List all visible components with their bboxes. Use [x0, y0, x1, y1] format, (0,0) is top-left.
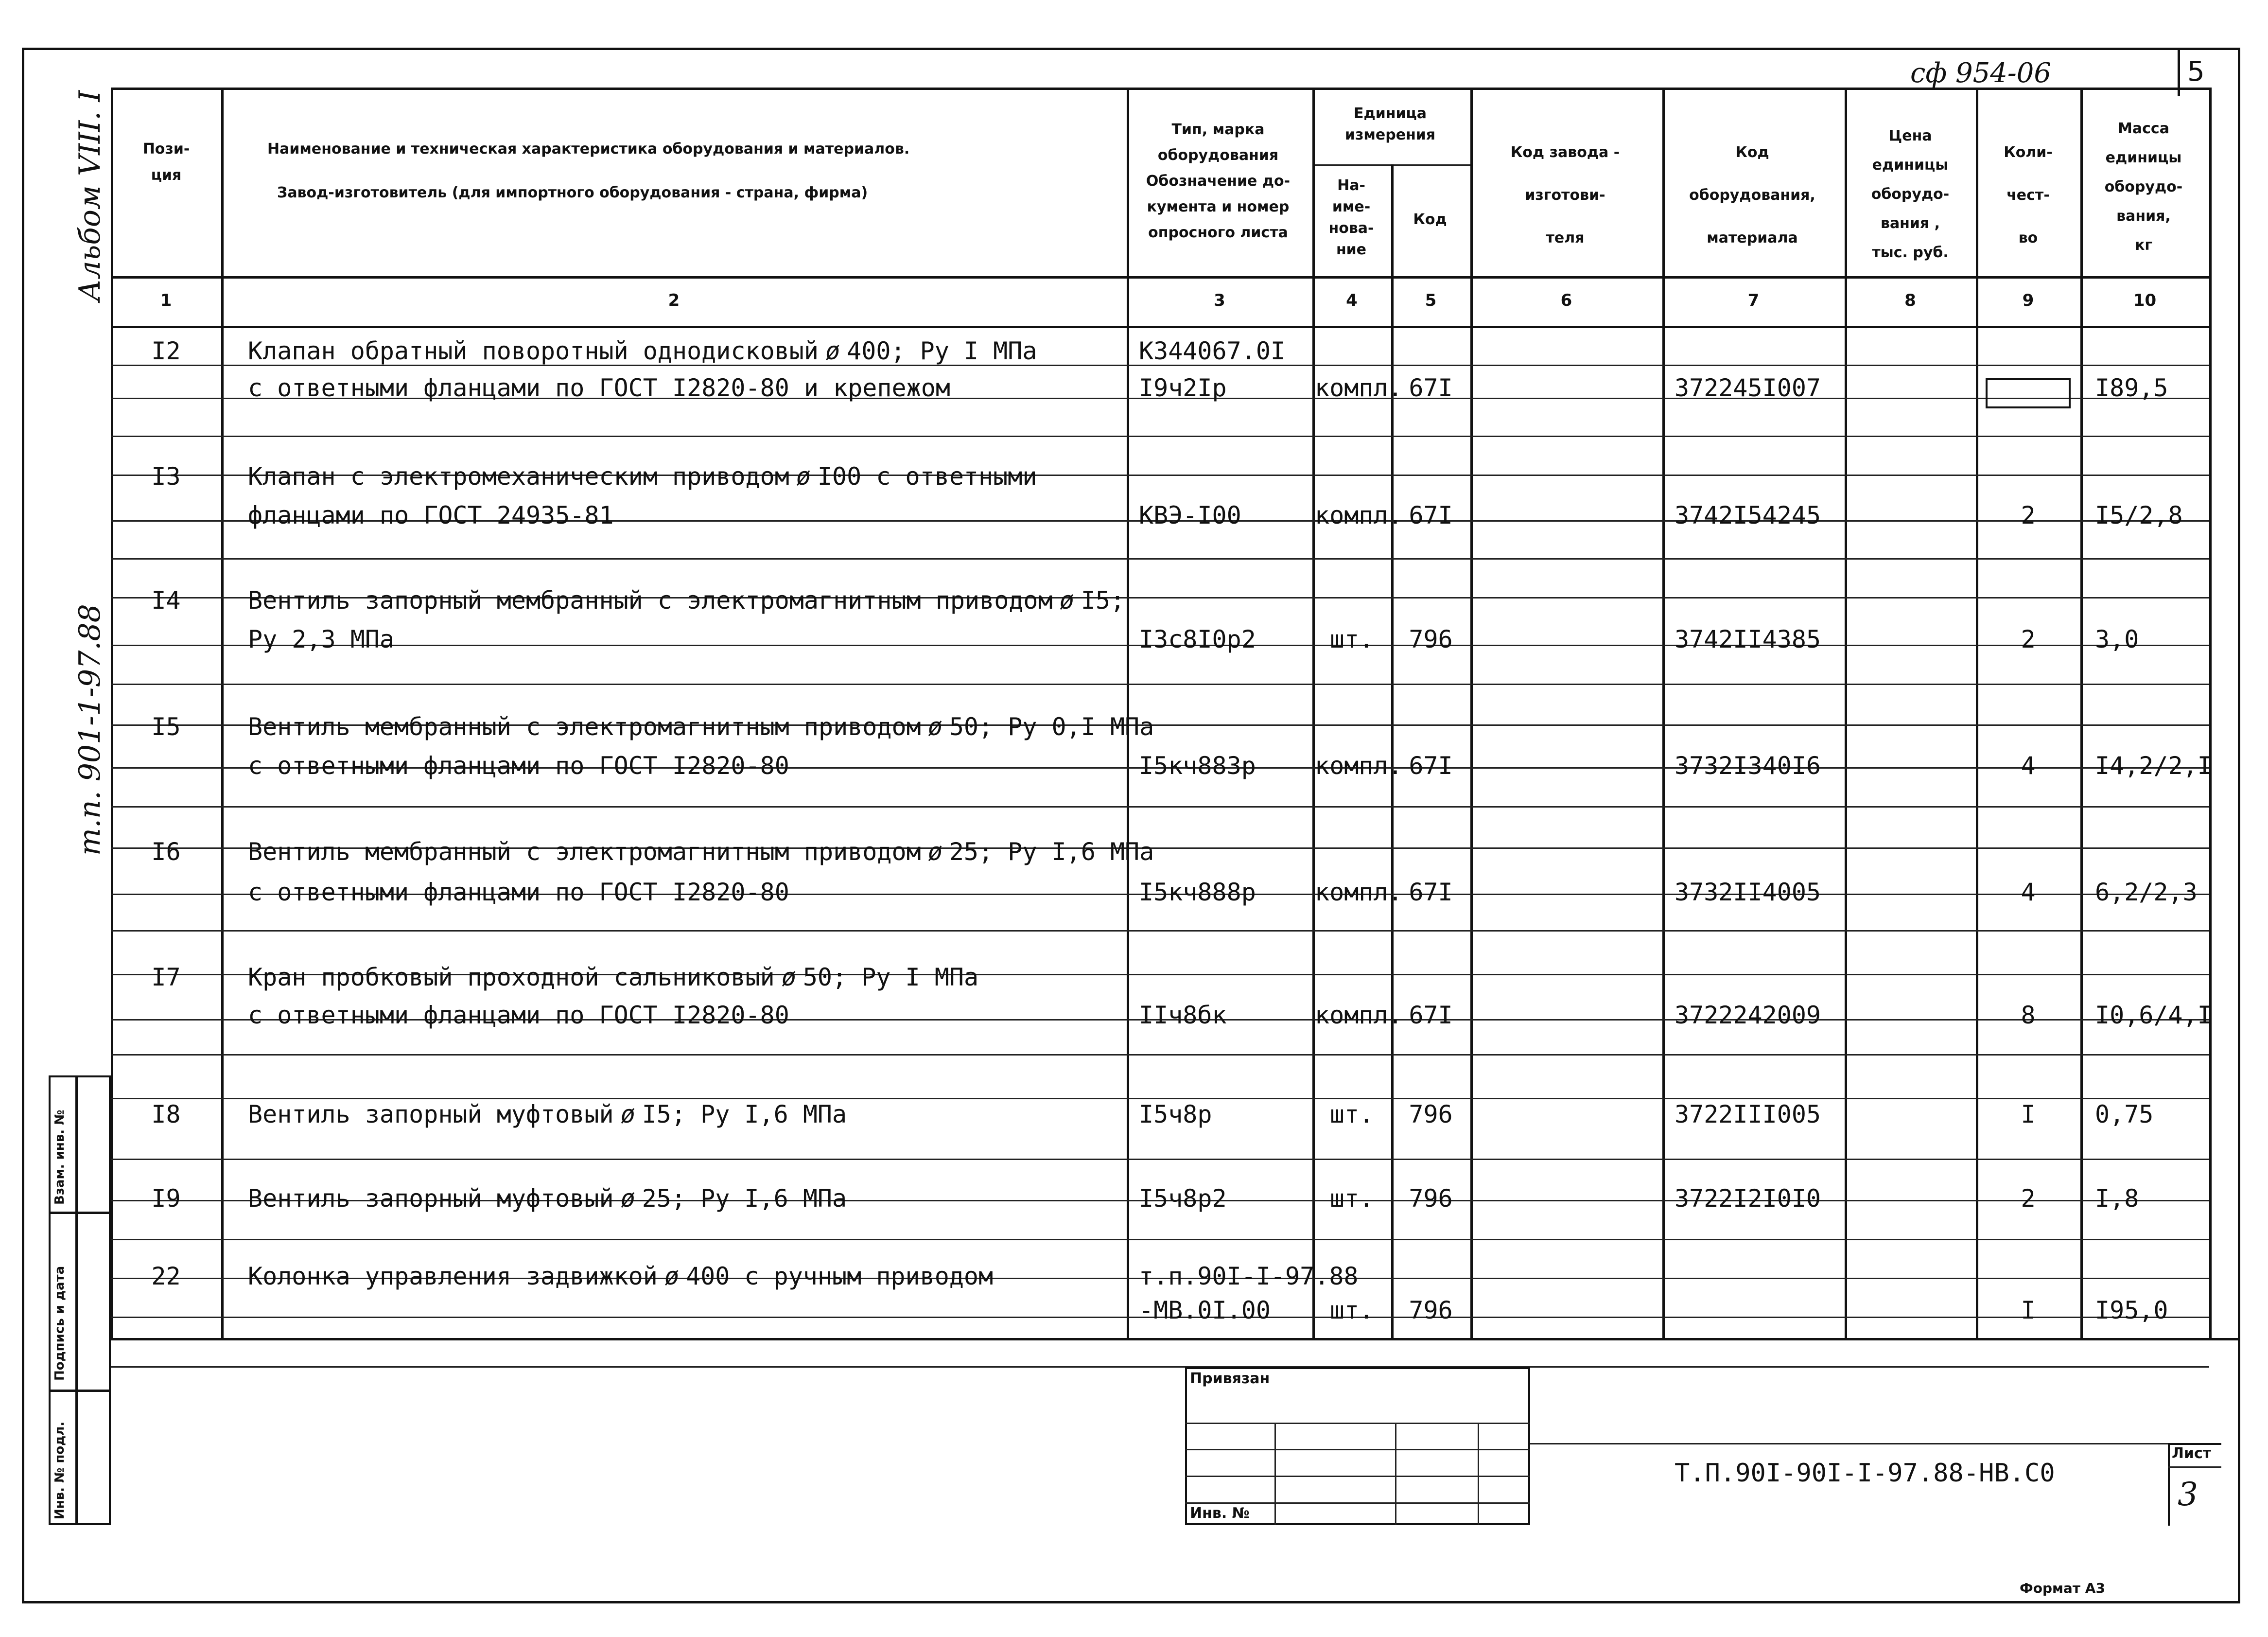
- header-unit-code: Код: [1413, 211, 1447, 228]
- row-position: 22: [151, 1262, 181, 1290]
- row-position: I7: [151, 963, 181, 991]
- diameter-symbol: ø: [825, 337, 840, 365]
- row-mass: I95,0: [2095, 1296, 2168, 1324]
- row-mass: I89,5: [2095, 374, 2168, 402]
- side-vzam: Взам. инв. №: [52, 1109, 67, 1205]
- header-unit: Единица измерения: [1344, 105, 1436, 143]
- row-unit-code: 67I: [1409, 501, 1453, 529]
- side-panel-divider: [75, 1075, 78, 1525]
- row-name-line2: с ответными фланцами по ГОСТ I2820-80 и крепежом: [248, 374, 950, 402]
- diameter-symbol: ø: [664, 1262, 679, 1290]
- side-inv-podl: Инв. № подл.: [52, 1421, 67, 1519]
- row-line: [111, 1054, 2209, 1056]
- diameter-symbol: ø: [796, 462, 811, 491]
- row-type-line1: I5ч8р: [1139, 1100, 1212, 1128]
- row-unit-name: компл.: [1315, 752, 1403, 780]
- row-type-line2: I5кч888р: [1139, 878, 1256, 906]
- row-unit-name: шт.: [1329, 1296, 1374, 1324]
- column-line: [1976, 88, 1978, 1338]
- diameter-symbol: ø: [620, 1184, 635, 1213]
- row-name-line1: Клапан обратный поворотный однодисковый ø 400; Ру I МПа: [248, 337, 1037, 365]
- column-number: 7: [1747, 291, 1760, 310]
- row-mass: I4,2/2,I: [2095, 752, 2212, 780]
- row-name-line2: с ответными фланцами по ГОСТ I2820-80: [248, 752, 789, 780]
- row-name-line1: Клапан с электромеханическим приводом ø I00 с ответными: [248, 462, 1037, 491]
- column-number: 6: [1560, 291, 1572, 310]
- row-line: [111, 1159, 2209, 1160]
- row-quantity: 2: [2021, 1184, 2036, 1213]
- row-unit-name: компл.: [1315, 878, 1403, 906]
- stamp-col-line: [1274, 1423, 1276, 1525]
- title-block-top: [1530, 1443, 2209, 1444]
- row-type-line1: I5ч8р2: [1139, 1184, 1227, 1213]
- stamp-col-line: [1395, 1423, 1396, 1525]
- row-unit-name: шт.: [1329, 1184, 1374, 1213]
- header-mass: Масса единицы оборудо- вания, кг: [2104, 120, 2183, 254]
- row-name-line1: Вентиль запорный мембранный с электромагнитным приводом ø I5;: [248, 586, 1125, 615]
- row-material-code: 3722I2I0I0: [1675, 1184, 1821, 1213]
- row-type-line2: I9ч2Iр: [1139, 374, 1227, 402]
- column-line: [1845, 88, 1847, 1338]
- row-name-line1: Колонка управления задвижкой ø 400 с ручным приводом: [248, 1262, 994, 1290]
- row-material-code: 3732I340I6: [1675, 752, 1821, 780]
- row-quantity: 2: [2021, 501, 2036, 529]
- row-type-line2: -МВ.0I.00: [1139, 1296, 1271, 1324]
- diameter-symbol: ø: [1059, 586, 1074, 615]
- header-name: Наименование и техническая характеристика оборудования и материалов. Завод-изготовитель (для импортного оборудования - страна, фирма): [267, 141, 910, 201]
- side-podpis: Подпись и дата: [52, 1266, 67, 1381]
- row-type-line1: т.п.90I-I-97.88: [1139, 1262, 1359, 1290]
- row-quantity: I: [2021, 1296, 2036, 1324]
- row-line: [111, 806, 2209, 808]
- row-unit-code: 796: [1409, 1296, 1453, 1324]
- stamp-inv-no: Инв. №: [1190, 1505, 1250, 1522]
- row-position: I8: [151, 1100, 181, 1128]
- row-unit-code: 67I: [1409, 752, 1453, 780]
- row-material-code: 372245I007: [1675, 374, 1821, 402]
- row-position: I9: [151, 1184, 181, 1213]
- column-number: 9: [2022, 291, 2034, 310]
- row-mass: I,8: [2095, 1184, 2139, 1213]
- album-label: Альбом VIII. I: [73, 90, 107, 301]
- row-material-code: 3732II4005: [1675, 878, 1821, 906]
- row-name-line1: Кран пробковый проходной сальниковый ø 50; Ру I МПа: [248, 963, 979, 991]
- row-unit-name: шт.: [1329, 1100, 1374, 1128]
- row-unit-code: 67I: [1409, 1001, 1453, 1029]
- list-divider: [2168, 1466, 2221, 1468]
- row-mass: 6,2/2,3: [2095, 878, 2198, 906]
- row-name-line2: с ответными фланцами по ГОСТ I2820-80: [248, 1001, 789, 1029]
- row-position: I5: [151, 713, 181, 741]
- list-label: Лист: [2172, 1445, 2212, 1462]
- row-quantity: 4: [2021, 752, 2036, 780]
- row-name-line1: Вентиль мембранный с электромагнитным приводом ø 25; Ру I,6 МПа: [248, 838, 1154, 866]
- row-name-line1: Вентиль запорный муфтовый ø 25; Ру I,6 МПа: [248, 1184, 847, 1213]
- corner-page-number: 5: [2187, 56, 2205, 88]
- table-top-border: [111, 88, 2209, 90]
- row-material-code: 3742II4385: [1675, 625, 1821, 653]
- sheet-code: сф 954-06: [1910, 57, 2052, 89]
- row-line: [111, 1098, 2209, 1099]
- row-type-line2: I3с8I0р2: [1139, 625, 1256, 653]
- row-mass: 3,0: [2095, 625, 2139, 653]
- column-number: 4: [1346, 291, 1358, 310]
- row-type-line2: КВЭ-I00: [1139, 501, 1241, 529]
- column-number: 5: [1425, 291, 1437, 310]
- row-line: [111, 684, 2209, 685]
- row-position: I3: [151, 462, 181, 491]
- header-unit-name: На- име- нова- ние: [1328, 177, 1374, 258]
- row-quantity: 2: [2021, 625, 2036, 653]
- header-material-code: Код оборудования, материала: [1689, 144, 1815, 246]
- column-line: [1662, 88, 1665, 1338]
- column-number: 1: [160, 291, 172, 310]
- column-number: 2: [668, 291, 680, 310]
- row-name-line1: Вентиль запорный муфтовый ø I5; Ру I,6 МПа: [248, 1100, 847, 1128]
- row-unit-name: компл.: [1315, 1001, 1403, 1029]
- stamp-privyazan: Привязан: [1190, 1370, 1270, 1387]
- row-mass: I5/2,8: [2095, 501, 2183, 529]
- header-factory-code: Код завода - изготови- теля: [1510, 144, 1620, 246]
- header-bottom-border: [111, 276, 2209, 279]
- row-quantity: I: [2021, 1100, 2036, 1128]
- column-number: 10: [2133, 291, 2157, 310]
- header-type: Тип, марка оборудования Обозначение до- кумента и номер опросного листа: [1146, 121, 1291, 241]
- row-name-line2: с ответными фланцами по ГОСТ I2820-80: [248, 878, 789, 906]
- table-bottom-border: [111, 1338, 2240, 1340]
- header-quantity: Коли- чест- во: [2004, 144, 2053, 246]
- sheet-frame: [22, 48, 2240, 1603]
- row-unit-code: 67I: [1409, 374, 1453, 402]
- row-unit-name: компл.: [1315, 501, 1403, 529]
- row-unit-code: 796: [1409, 1184, 1453, 1213]
- row-name-line2: фланцами по ГОСТ 24935-81: [248, 501, 614, 529]
- numbers-bottom-border: [111, 326, 2209, 328]
- row-line: [111, 558, 2209, 560]
- row-mass: I0,6/4,I: [2095, 1001, 2212, 1029]
- side-panel-sep-2: [49, 1390, 111, 1392]
- row-quantity: 8: [2021, 1001, 2036, 1029]
- row-name-line1: Вентиль мембранный с электромагнитным приводом ø 50; Ру 0,I МПа: [248, 713, 1154, 741]
- diameter-symbol: ø: [620, 1100, 635, 1128]
- side-panel-sep-1: [49, 1212, 111, 1214]
- header-position: Пози- ция: [142, 141, 190, 184]
- column-line: [1470, 88, 1473, 1338]
- column-line: [2209, 88, 2212, 1338]
- column-number: 8: [1904, 291, 1916, 310]
- row-type-line2: I5кч883р: [1139, 752, 1256, 780]
- header-price: Цена единицы оборудо- вания , тыс. руб.: [1871, 127, 1950, 261]
- row-position: I4: [151, 586, 181, 615]
- row-line: [111, 1239, 2209, 1240]
- row-line: [111, 930, 2209, 932]
- diameter-symbol: ø: [927, 838, 942, 866]
- list-number: 3: [2178, 1476, 2198, 1513]
- row-material-code: 3722242009: [1675, 1001, 1821, 1029]
- row-mass: 0,75: [2095, 1100, 2154, 1128]
- row-name-line2: Ру 2,3 МПа: [248, 625, 395, 653]
- row-position: I2: [151, 337, 181, 365]
- column-number: 3: [1214, 291, 1225, 310]
- project-side-label: т.п. 901-1-97.88: [73, 604, 107, 856]
- row-line: [111, 436, 2209, 437]
- diameter-symbol: ø: [927, 713, 942, 741]
- row-unit-name: компл.: [1315, 374, 1403, 402]
- row-unit-code: 67I: [1409, 878, 1453, 906]
- row-type-line1: К344067.0I: [1139, 337, 1286, 365]
- format-label: Формат А3: [2020, 1580, 2105, 1596]
- document-code: Т.П.90I-90I-I-97.88-НВ.С0: [1675, 1459, 2055, 1488]
- row-unit-code: 796: [1409, 625, 1453, 653]
- column-line: [221, 88, 224, 1338]
- row-line: [111, 1366, 2209, 1368]
- empty-quantity-box: [1986, 378, 2071, 408]
- row-type-line2: IIч8бк: [1139, 1001, 1227, 1029]
- row-material-code: 3742I54245: [1675, 501, 1821, 529]
- column-line: [1312, 88, 1315, 1338]
- row-unit-code: 796: [1409, 1100, 1453, 1128]
- row-material-code: 3722III005: [1675, 1100, 1821, 1128]
- row-unit-name: шт.: [1329, 625, 1374, 653]
- row-quantity: 4: [2021, 878, 2036, 906]
- diameter-symbol: ø: [781, 963, 796, 991]
- row-position: I6: [151, 838, 181, 866]
- stamp-col-line: [1478, 1423, 1479, 1525]
- column-line: [2080, 88, 2083, 1338]
